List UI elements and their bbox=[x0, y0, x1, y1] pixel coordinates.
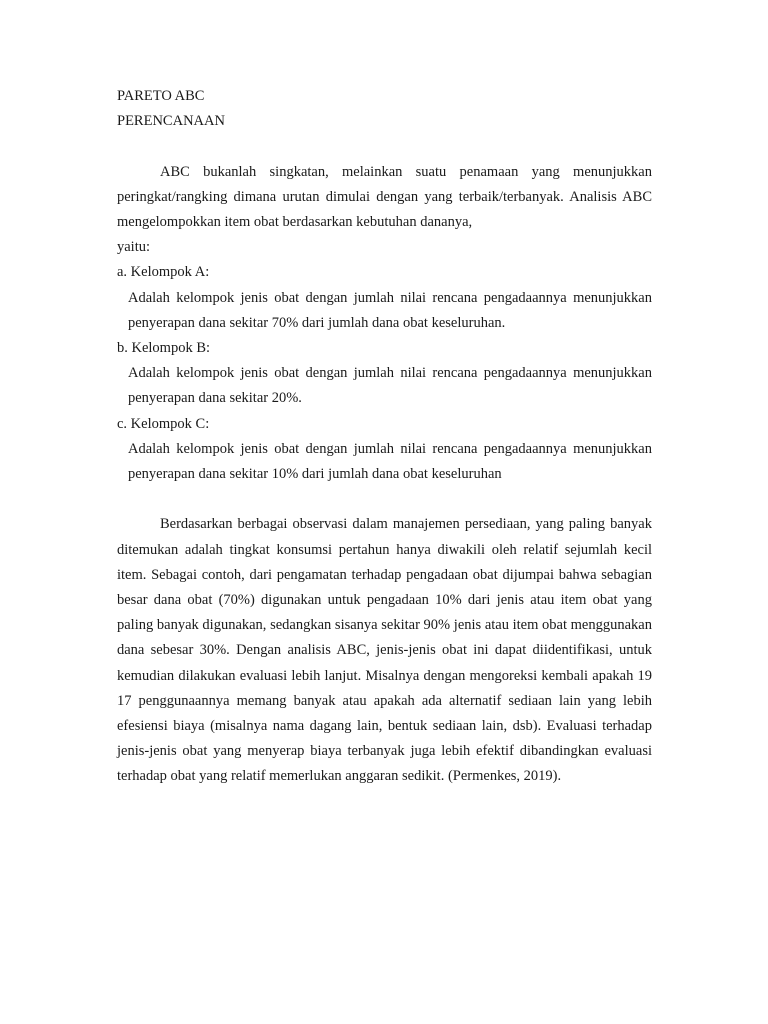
group-c-description: Adalah kelompok jenis obat dengan jumlah nilai rencana pengadaannya menunjukkan penyerapan dana sekitar 10% dari jumlah dana obat keseluruhan bbox=[128, 440, 652, 483]
group-b-description: Adalah kelompok jenis obat dengan jumlah nilai rencana pengadaannya menunjukkan penyerapan dana sekitar 20%. bbox=[128, 365, 652, 407]
group-c-label: c. Kelompok C: bbox=[117, 415, 210, 432]
group-a-label: a. Kelompok A: bbox=[117, 264, 210, 281]
group-a-description: Adalah kelompok jenis obat dengan jumlah nilai rencana pengadaannya menunjukkan penyerapan dana sekitar 70% dari jumlah dana obat keseluruhan. bbox=[128, 289, 652, 331]
group-b-label: b. Kelompok B: bbox=[117, 340, 211, 357]
intro-yaitu: yaitu: bbox=[117, 239, 151, 256]
intro-paragraph: ABC bukanlah singkatan, melainkan suatu penamaan yang menunjukkan peringkat/rangking dimana urutan dimulai dengan yang terbaik/terbanyak. Analisis ABC mengelompokkan item obat berdasarkan kebutuhan dananya, bbox=[117, 163, 652, 230]
document-page bbox=[117, 84, 652, 790]
spacer bbox=[117, 134, 652, 159]
body-paragraph: Berdasarkan berbagai observasi dalam manajemen persediaan, yang paling banyak ditemukan adalah tingkat konsumsi pertahun hanya diwakili oleh relatif sejumlah kecil item. Sebagai contoh, dari pengamatan terhadap pengadaan obat dijumpai bahwa sebagian besar dana obat (70%) digunakan untuk pengadaan 10% dari jenis atau item obat yang paling banyak digunakan, sedangkan sisanya sekitar 90% jenis atau item obat menggunakan dana sebesar 30%. Dengan analisis ABC, jenis-jenis obat ini dapat diidentifikasi, untuk kemudian dilakukan evaluasi lebih lanjut. Misalnya dengan mengoreksi kembali apakah 19 17 penggunaannya memang banyak atau apakah ada alternatif sediaan lain yang lebih efesiensi biaya (misalnya nama dagang lain, bentuk sediaan lain, dsb). Evaluasi terhadap jenis-jenis obat yang menyerap biaya terbanyak juga lebih efektif dibandingkan evaluasi terhadap obat yang relatif memerlukan anggaran sedikit. (Permenkes, 2019). bbox=[117, 516, 652, 785]
spacer bbox=[117, 487, 652, 512]
document-title: PARETO ABC bbox=[117, 88, 205, 104]
document-subtitle: PERENCANAAN bbox=[117, 113, 225, 130]
